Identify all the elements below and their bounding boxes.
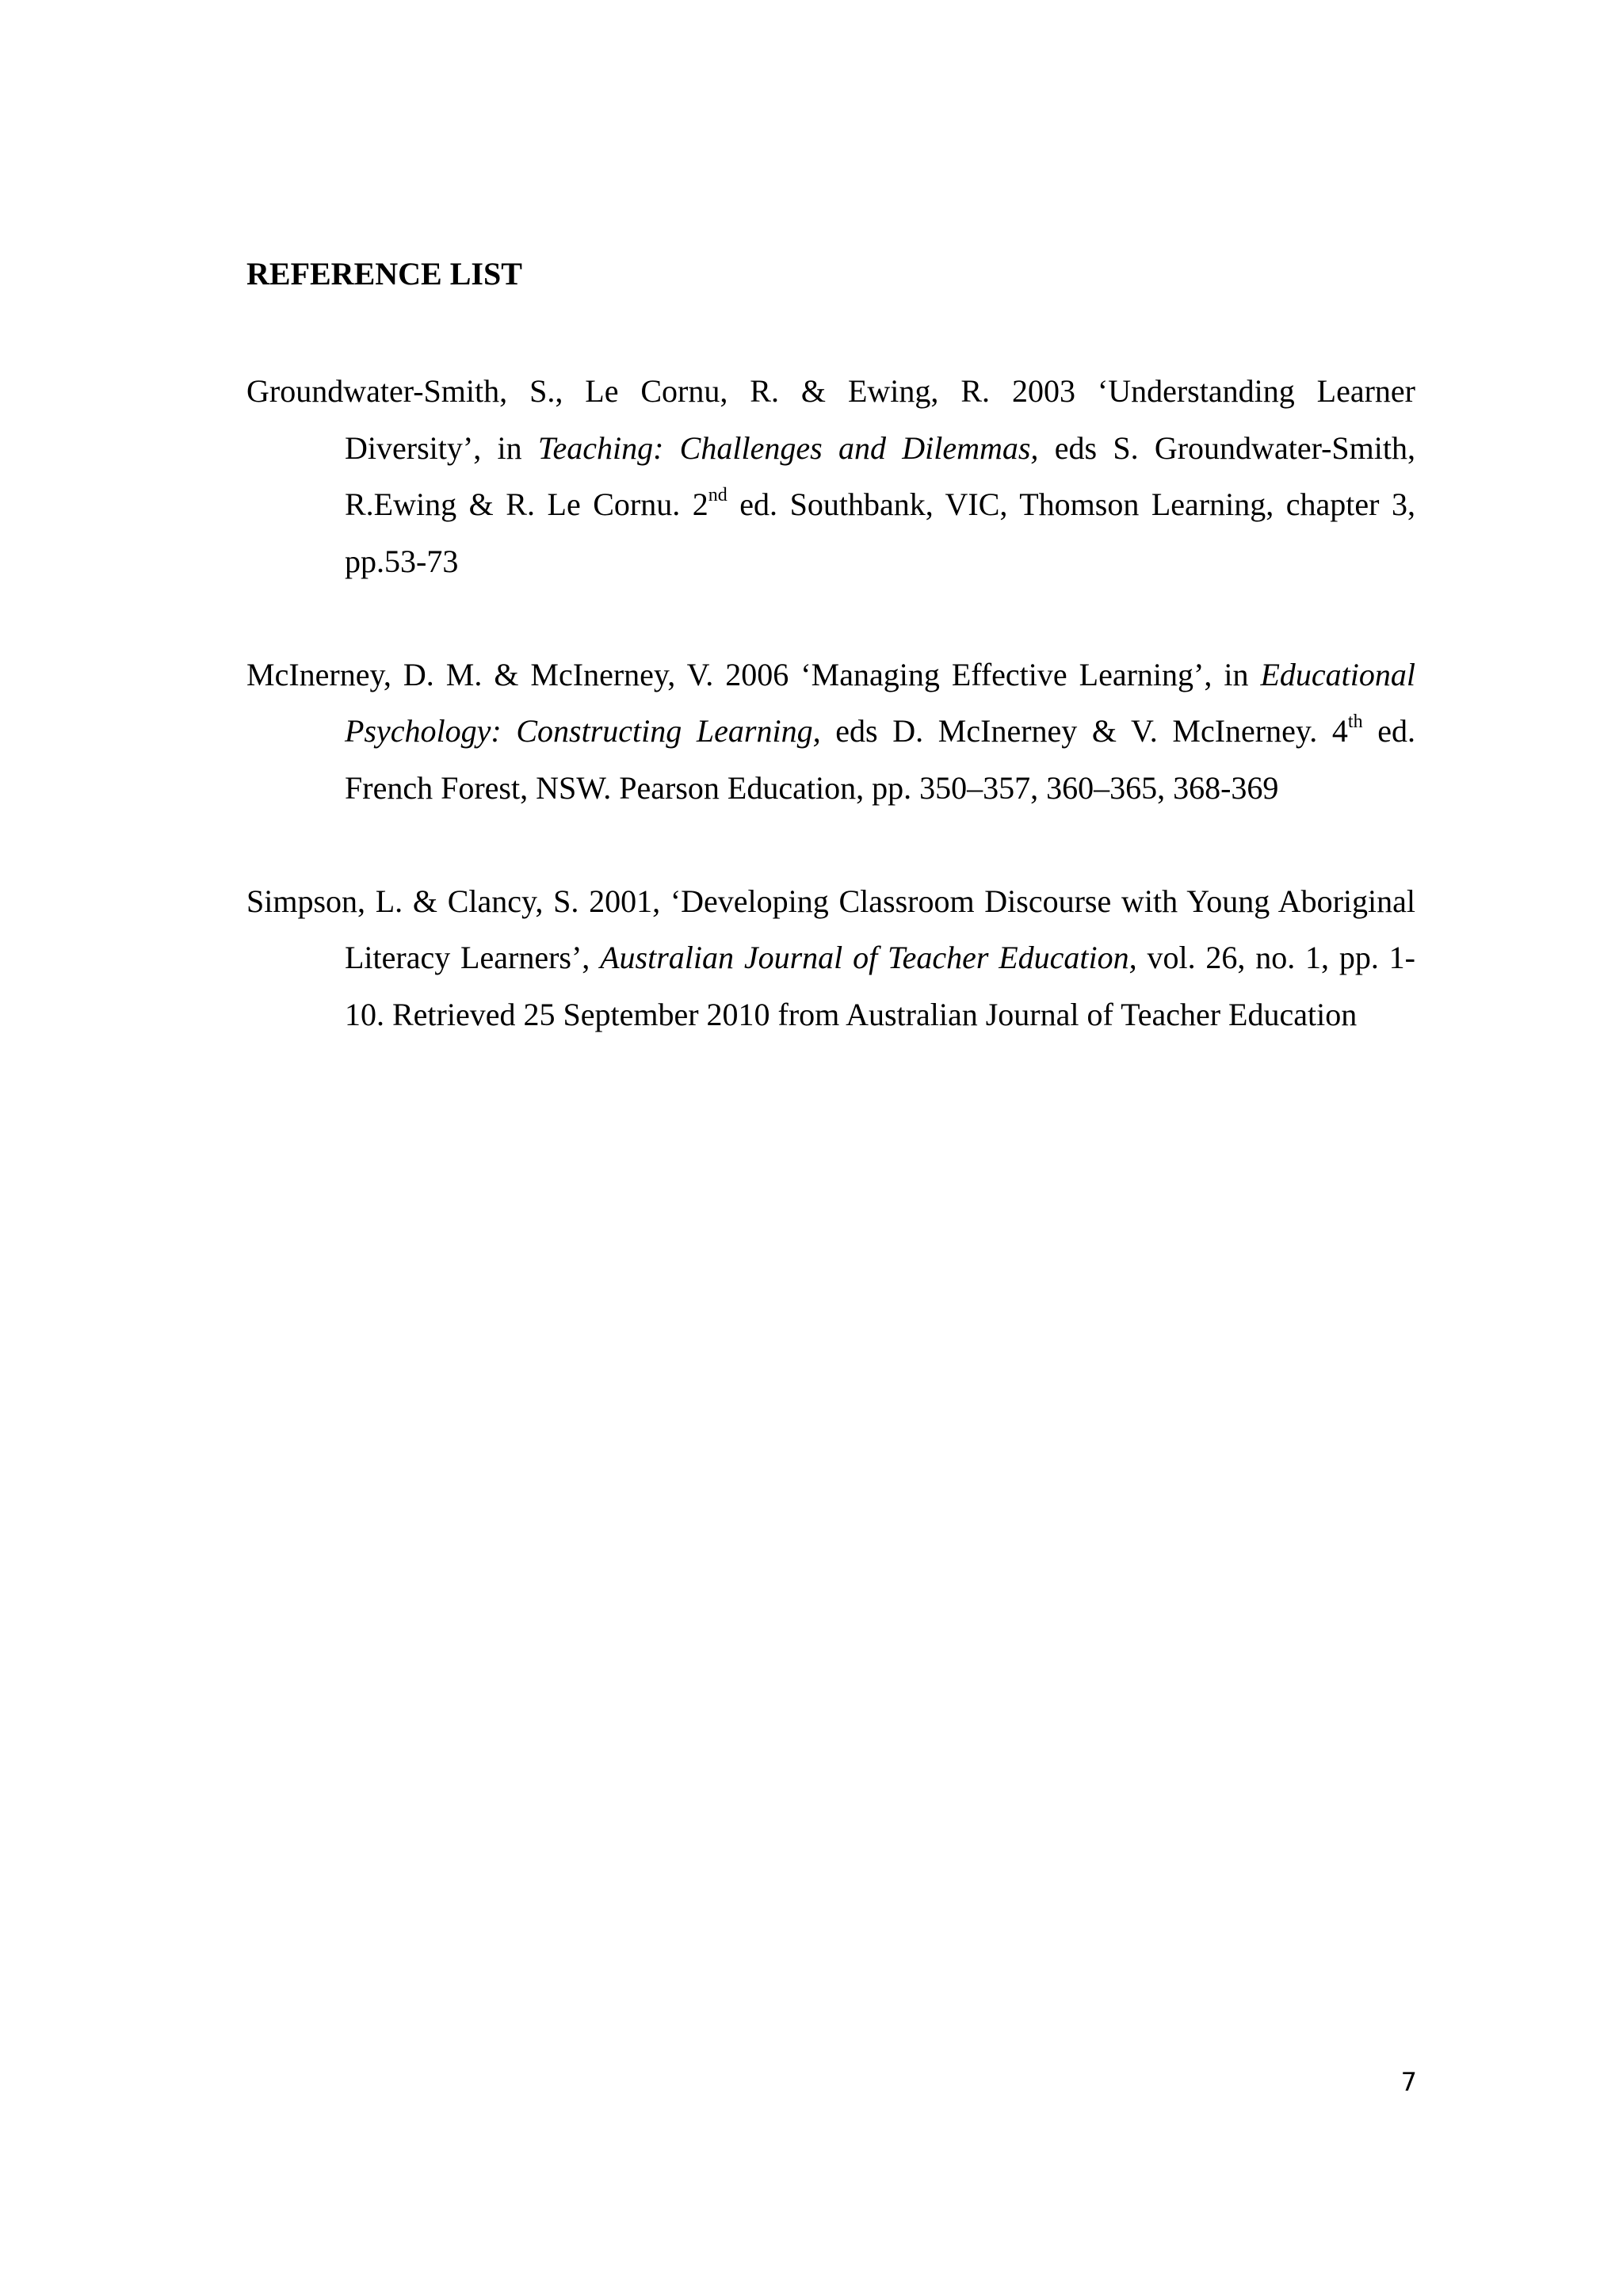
reference-entry-groundwater-smith	[246, 363, 1415, 589]
reference-text: McInerney, D. M. & McInerney, V. 2006 ‘Managing Effective Learning’, in	[246, 656, 1261, 692]
reference-text: eds D. McInerney & V. McInerney. 4	[820, 713, 1348, 749]
reference-list	[246, 363, 1415, 1100]
reference-text: ed. French Forest, NSW. Pearson Education, pp. 350–357, 360–365, 368-369	[345, 713, 1415, 806]
ordinal-suffix: nd	[708, 484, 727, 505]
reference-list-heading: REFERENCE LIST	[246, 256, 522, 292]
reference-title: Teaching: Challenges and Dilemmas,	[537, 429, 1039, 466]
reference-text: ed. Southbank, VIC, Thomson Learning, chapter 3, pp.53-73	[345, 486, 1415, 579]
reference-text: eds S. Groundwater-Smith, R.Ewing & R. Le Cornu. 2	[345, 429, 1415, 522]
reference-text: Groundwater-Smith, S., Le Cornu, R. & Ewing, R. 2003 ‘Understanding Learner Diversity’, in	[246, 373, 1415, 466]
reference-entry-mcinerney	[246, 646, 1415, 817]
reference-text: vol. 26, no. 1, pp. 1-10. Retrieved 25 September 2010 from Australian Journal of Teacher Education	[345, 940, 1415, 1032]
reference-entry-simpson	[246, 873, 1415, 1043]
ordinal-suffix: th	[1347, 711, 1363, 732]
reference-text: Simpson, L. & Clancy, S. 2001, ‘Developing Classroom Discourse with Young Aboriginal Literacy Learners’,	[246, 883, 1415, 975]
page-number: 7	[1400, 2067, 1417, 2097]
reference-journal: Australian Journal of Teacher Education,	[600, 940, 1137, 975]
reference-title: Educational Psychology: Constructing Learning,	[345, 656, 1415, 749]
